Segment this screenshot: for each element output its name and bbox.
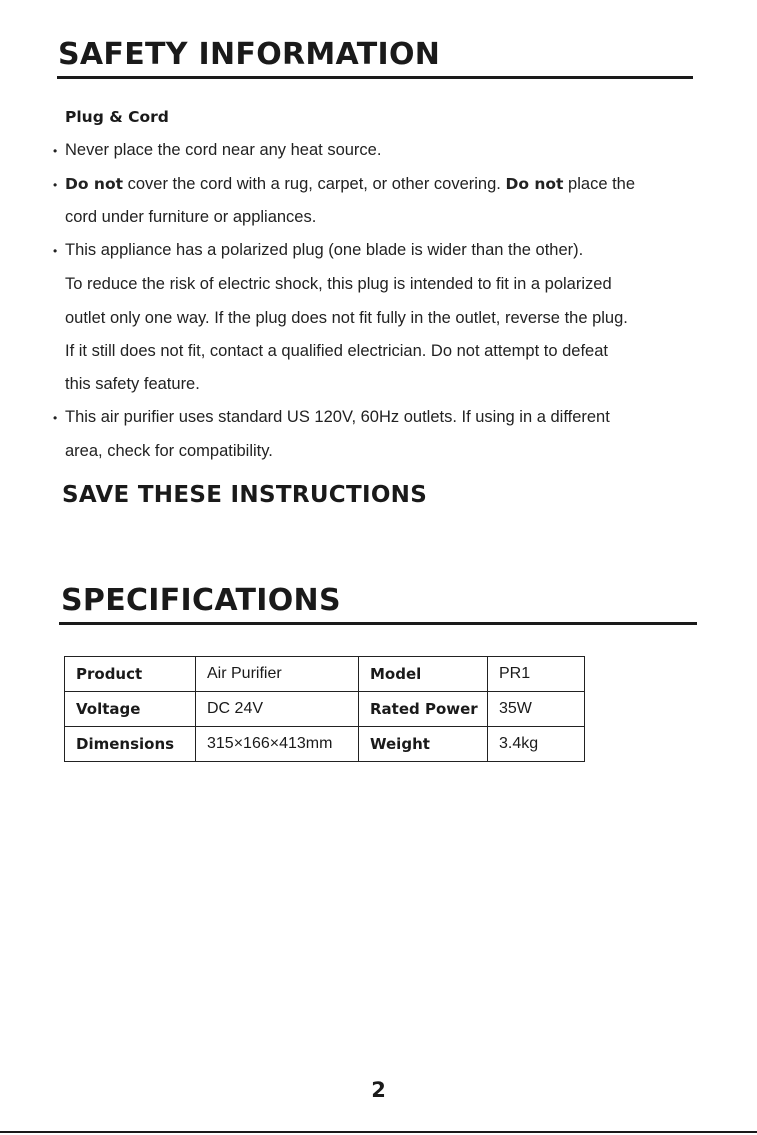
bullet-3: • <box>53 244 58 258</box>
bullet-3-line-1: This appliance has a polarized plug (one blade is wider than the other). <box>65 241 584 259</box>
spec-value-rated-power: 35W <box>488 692 585 727</box>
specifications-title-rule <box>59 622 697 625</box>
plug-cord-subheading: Plug & Cord <box>65 108 169 126</box>
do-not-emphasis-2: Do not <box>505 175 564 193</box>
table-row <box>65 692 585 727</box>
page-number: 2 <box>371 1078 386 1102</box>
spec-value-dimensions: 315×166×413mm <box>196 727 359 762</box>
table-row <box>65 657 585 692</box>
bullet-3-line-5: this safety feature. <box>65 375 200 393</box>
bullet-3-line-3: outlet only one way. If the plug does not fit fully in the outlet, reverse the plug. <box>65 309 628 327</box>
spec-key-dimensions: Dimensions <box>65 727 196 762</box>
spec-key-voltage: Voltage <box>65 692 196 727</box>
spec-value-voltage: DC 24V <box>196 692 359 727</box>
bullet-1: • <box>53 144 58 158</box>
bullet-4-line-1: This air purifier uses standard US 120V, 60Hz outlets. If using in a different <box>65 408 610 426</box>
spec-value-weight: 3.4kg <box>488 727 585 762</box>
bullet-2-line-2: cord under furniture or appliances. <box>65 208 317 226</box>
do-not-emphasis-1: Do not <box>65 175 124 193</box>
spec-key-model: Model <box>359 657 488 692</box>
spec-key-weight: Weight <box>359 727 488 762</box>
bullet-2-text-2: place the <box>563 175 636 193</box>
bullet-2-line-1 <box>65 176 635 193</box>
bullet-2: • <box>53 178 58 192</box>
safety-title-rule <box>57 76 693 79</box>
specifications-table <box>64 656 585 762</box>
safety-title: SAFETY INFORMATION <box>58 37 441 72</box>
bullet-3-line-2: To reduce the risk of electric shock, this plug is intended to fit in a polarized <box>65 275 612 293</box>
bullet-1-text: Never place the cord near any heat source. <box>65 141 382 159</box>
spec-value-model: PR1 <box>488 657 585 692</box>
spec-key-product: Product <box>65 657 196 692</box>
bullet-3-line-4: If it still does not fit, contact a qualified electrician. Do not attempt to defeat <box>65 342 608 360</box>
bullet-4-line-2: area, check for compatibility. <box>65 442 273 460</box>
bullet-4: • <box>53 411 58 425</box>
spec-value-product: Air Purifier <box>196 657 359 692</box>
bullet-2-text-1: cover the cord with a rug, carpet, or other covering. <box>123 175 506 193</box>
save-instructions-heading: SAVE THESE INSTRUCTIONS <box>62 482 428 508</box>
bottom-rule <box>0 1131 757 1133</box>
table-row <box>65 727 585 762</box>
specifications-title: SPECIFICATIONS <box>61 583 341 618</box>
spec-key-rated-power: Rated Power <box>359 692 488 727</box>
